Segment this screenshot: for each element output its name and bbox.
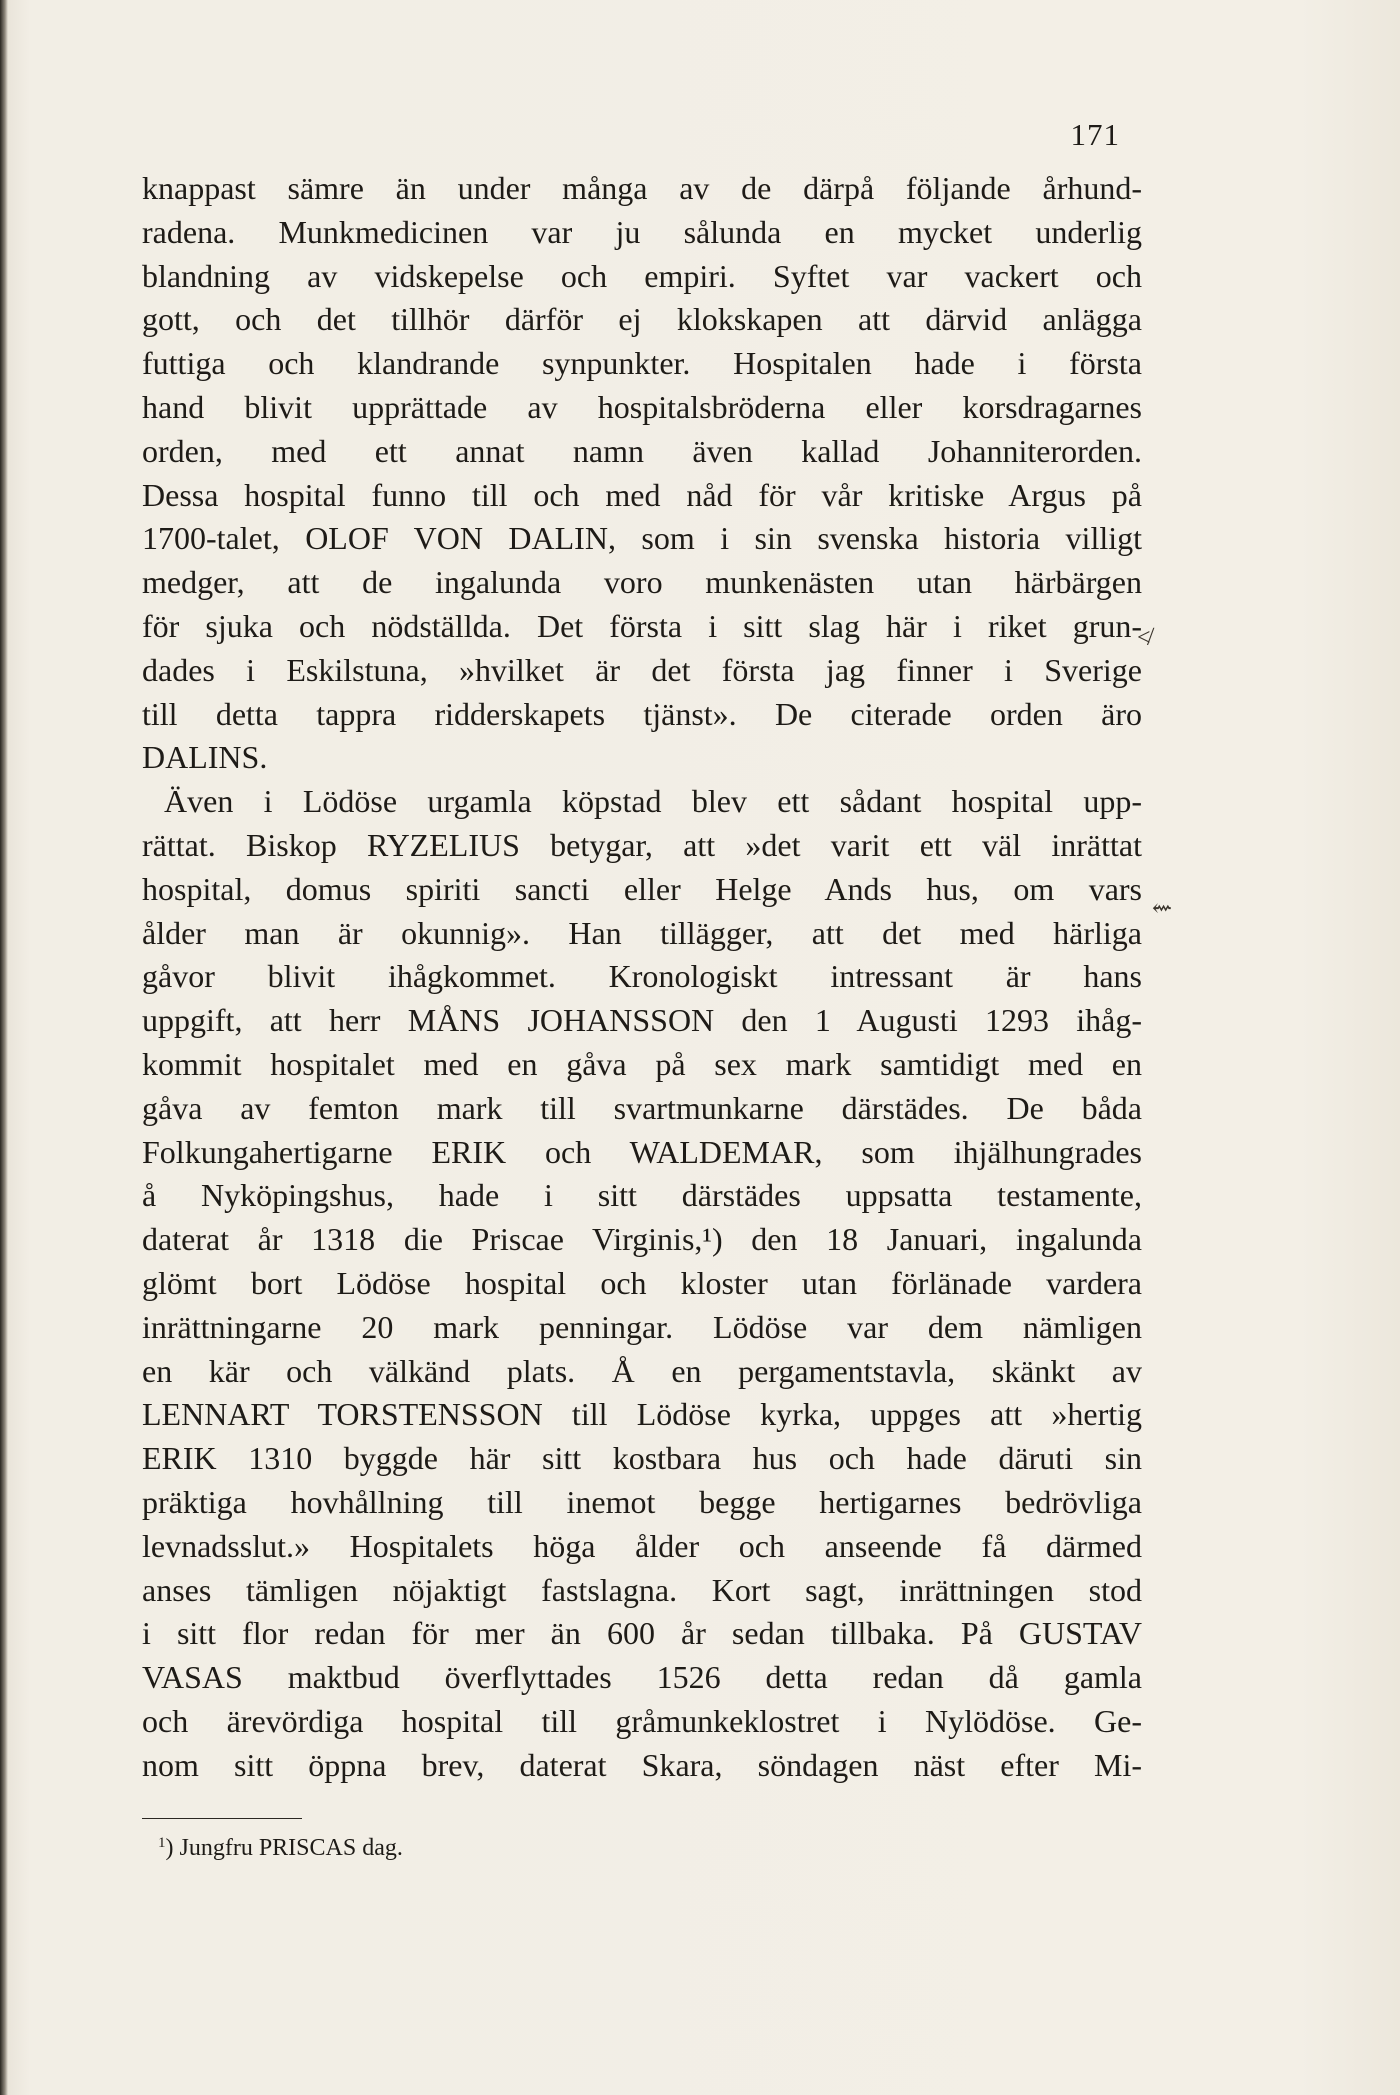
text-line: ERIK 1310 byggde här sitt kostbara hus och hade däruti sin [142,1440,1142,1477]
text-line: daterat år 1318 die Priscae Virginis,¹) den 18 Januari, ingalunda [142,1221,1142,1258]
text-line: uppgift, att herr MÅNS JOHANSSON den 1 Augusti 1293 ihåg- [142,1002,1142,1039]
text-line: radena. Munkmedicinen var ju sålunda en mycket underlig [142,213,1142,250]
text-line: ålder man är okunnig». Han tillägger, att det med härliga [142,914,1142,951]
text-line: VASAS maktbud överflyttades 1526 detta redan då gamla [142,1659,1142,1696]
footnote-text: ) Jungfru PRISCAS dag. [165,1835,403,1861]
text-line: nom sitt öppna brev, daterat Skara, söndagen näst efter Mi- [142,1746,1142,1783]
page-number: 171 [1070,117,1120,152]
text-line: Dessa hospital funno till och med nåd för vår kritiske Argus på [142,476,1142,513]
page-binding-edge [0,0,8,2095]
text-line: och ärevördiga hospital till gråmunkeklostret i Nylödöse. Ge- [142,1702,1142,1739]
text-line: hand blivit upprättade av hospitalsbröderna eller korsdragarnes [142,388,1142,425]
footnote-marker: 1 [158,1835,166,1851]
footnote [158,1823,403,1868]
text-line: gott, och det tillhör därför ej klokskapen att därvid anlägga [142,301,1142,338]
text-line: å Nyköpingshus, hade i sitt därstädes uppsatta testamente, [142,1177,1142,1214]
text-line: i sitt flor redan för mer än 600 år sedan tillbaka. På GUSTAV [142,1615,1142,1652]
text-line: kommit hospitalet med en gåva på sex mark samtidigt med en [142,1045,1142,1082]
paragraph-end-line: DALINS. [142,739,268,776]
text-line: inrättningarne 20 mark penningar. Lödöse var dem nämligen [142,1308,1142,1345]
text-line: levnadsslut.» Hospitalets höga ålder och anseende få därmed [142,1527,1142,1564]
text-line: gåvor blivit ihågkommet. Kronologiskt intressant är hans [142,958,1142,995]
text-line: futtiga och klandrande synpunkter. Hospitalen hade i första [142,345,1142,382]
text-line: knappast sämre än under många av de därpå följande århund- [142,170,1142,206]
text-line: medger, att de ingalunda voro munkenästen utan härbärgen [142,564,1142,601]
margin-correction-mark: ⇜ [1152,896,1173,922]
text-line: för sjuka och nödställda. Det första i sitt slag här i riket grun- [142,607,1142,644]
footnote-rule [142,1818,302,1819]
text-line: LENNART TORSTENSSON till Lödöse kyrka, uppges att »hertig [142,1396,1142,1433]
margin-correction-mark: ≮ [1137,625,1151,651]
text-line: en kär och välkänd plats. Å en pergamentstavla, skänkt av [142,1352,1142,1389]
text-line: 1700-talet, OLOF VON DALIN, som i sin svenska historia villigt [142,520,1142,557]
text-line: präktiga hovhållning till inemot begge hertigarnes bedrövliga [142,1483,1142,1520]
text-line: glömt bort Lödöse hospital och kloster utan förlänade vardera [142,1264,1142,1301]
text-line: blandning av vidskepelse och empiri. Syftet var vackert och [142,257,1142,294]
body-text [142,167,1142,1787]
paragraph-start-line: Även i Lödöse urgamla köpstad blev ett sådant hospital upp- [164,783,1142,820]
text-line: Folkungahertigarne ERIK och WALDEMAR, som ihjälhungrades [142,1133,1142,1170]
text-line: hospital, domus spiriti sancti eller Helge Ands hus, om vars [142,870,1142,907]
text-line: dades i Eskilstuna, »hvilket är det första jag finner i Sverige [142,651,1142,688]
text-line: orden, med ett annat namn även kallad Johanniterorden. [142,432,1142,469]
text-line: till detta tappra ridderskapets tjänst». De citerade orden äro [142,695,1142,732]
text-line: gåva av femton mark till svartmunkarne därstädes. De båda [142,1089,1142,1126]
text-line: anses tämligen nöjaktigt fastslagna. Kort sagt, inrättningen stod [142,1571,1142,1608]
text-line: rättat. Biskop RYZELIUS betygar, att »det varit ett väl inrättat [142,826,1142,863]
